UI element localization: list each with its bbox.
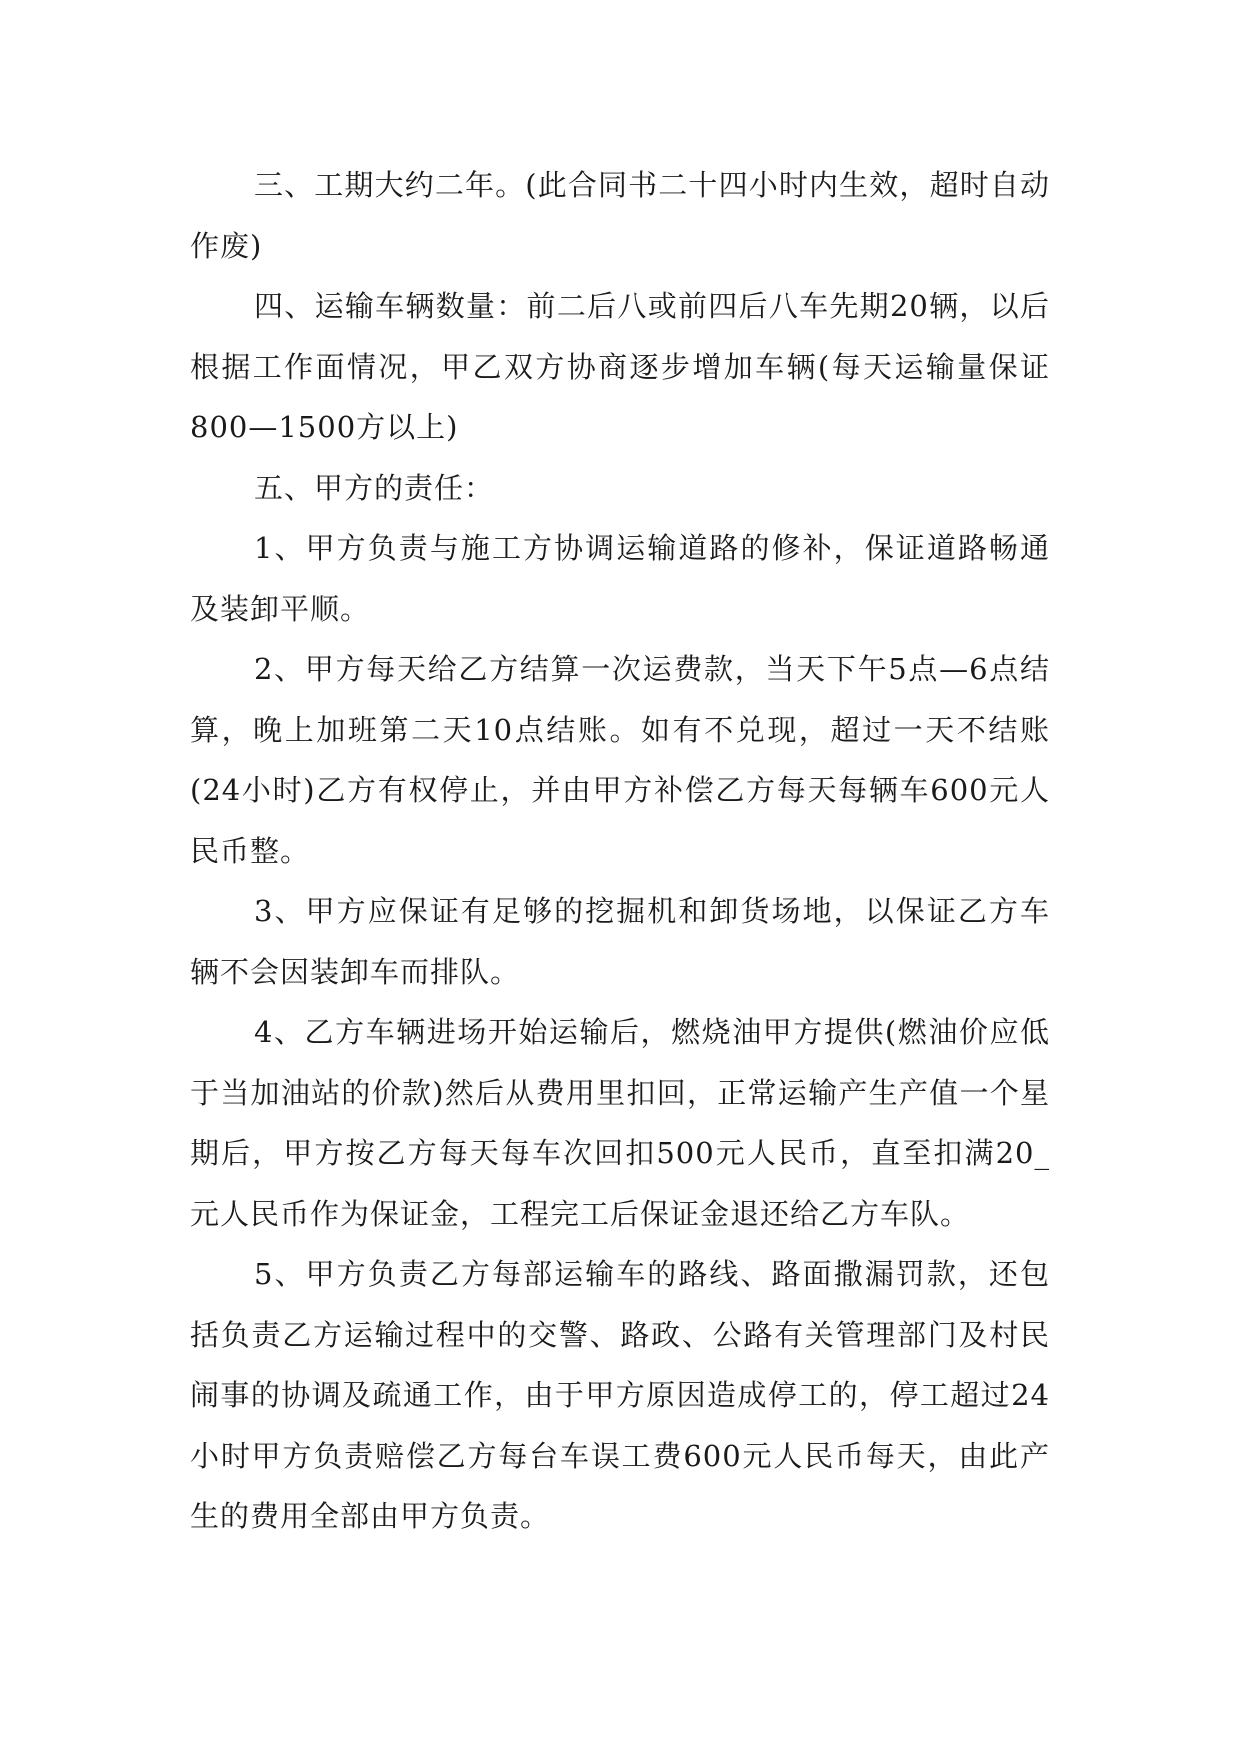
document-body: [190, 155, 1050, 1547]
paragraph-item-4: 4、乙方车辆进场开始运输后，燃烧油甲方提供(燃油价应低于当加油站的价款)然后从费用里扣回，正常运输产生产值一个星期后，甲方按乙方每天每车次回扣500元人民币，直至扣满20_元人民币作为保证金，工程完工后保证金退还给乙方车队。: [190, 1015, 1050, 1231]
paragraph-item-1: 1、甲方负责与施工方协调运输道路的修补，保证道路畅通及装卸平顺。: [190, 531, 1050, 626]
paragraph-item-3: 3、甲方应保证有足够的挖掘机和卸货场地，以保证乙方车辆不会因装卸车而排队。: [190, 894, 1050, 989]
paragraph-clause-3: 三、工期大约二年。(此合同书二十四小时内生效，超时自动作废): [190, 168, 1050, 263]
paragraph-clause-4: 四、运输车辆数量：前二后八或前四后八车先期20辆，以后根据工作面情况，甲乙双方协商逐步增加车辆(每天运输量保证800—1500方以上): [190, 289, 1050, 444]
paragraph-clause-5-heading: 五、甲方的责任：: [254, 470, 495, 505]
paragraph-item-5: 5、甲方负责乙方每部运输车的路线、路面撒漏罚款，还包括负责乙方运输过程中的交警、路政、公路有关管理部门及村民闹事的协调及疏通工作，由于甲方原因造成停工的，停工超过24小时甲方负责赔偿乙方每台车误工费600元人民币每天，由此产生的费用全部由甲方负责。: [190, 1257, 1050, 1533]
paragraph-item-2: 2、甲方每天给乙方结算一次运费款，当天下午5点—6点结算，晚上加班第二天10点结账。如有不兑现，超过一天不结账(24小时)乙方有权停止，并由甲方补偿乙方每天每辆车600元人民币整。: [190, 652, 1050, 868]
